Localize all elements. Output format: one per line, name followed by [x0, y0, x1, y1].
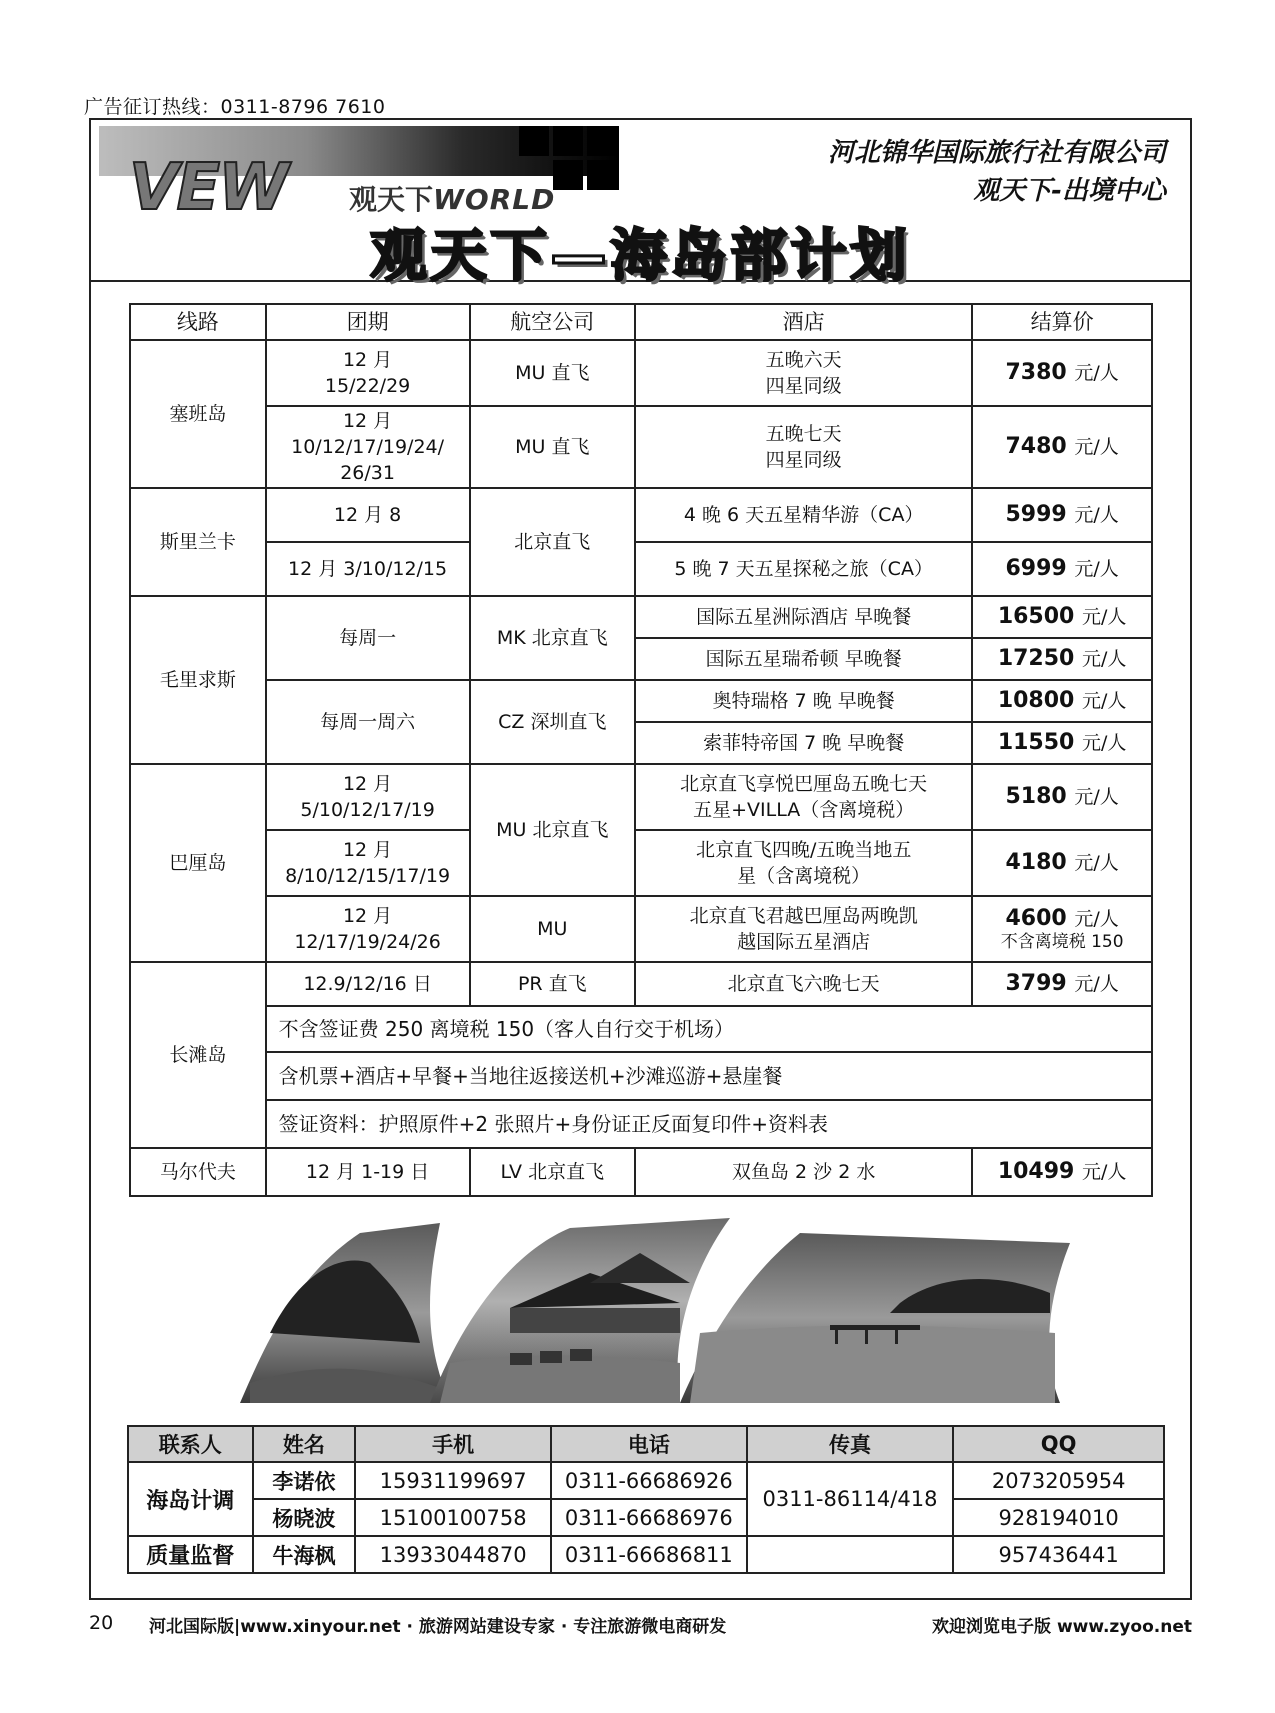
price-value: 5999: [1005, 502, 1067, 527]
footer-tagline: 河北国际版|www.xinyour.net · 旅游网站建设专家 · 专注旅游微电商研发: [149, 1617, 727, 1637]
photo-beach-pier: [680, 1233, 1070, 1403]
contact-qq: 957436441: [953, 1536, 1164, 1573]
route-boracay: 长滩岛: [130, 962, 266, 1148]
date-cell: 12 月 12/17/19/24/26: [266, 896, 470, 962]
table-row: [130, 406, 1152, 488]
hotel-cell: 北京直飞六晚七天: [635, 962, 972, 1006]
price-unit: 元/人: [1074, 558, 1119, 580]
route-maldives: 马尔代夫: [130, 1148, 266, 1196]
table-row: [130, 596, 1152, 638]
price-value: 10800: [997, 688, 1075, 713]
price-cell: [972, 542, 1152, 596]
price-cell: [972, 962, 1152, 1006]
contact-mobile: 13933044870: [355, 1536, 551, 1573]
date-cell: 12 月 1-19 日: [266, 1148, 470, 1196]
hotel-cell: 国际五星洲际酒店 早晚餐: [635, 596, 972, 638]
table-row: [130, 1148, 1152, 1196]
contact-qq: 2073205954: [953, 1462, 1164, 1499]
price-unit: 元/人: [1082, 690, 1127, 712]
contact-mobile: 15931199697: [355, 1462, 551, 1499]
table-row: [130, 1052, 1152, 1100]
airline-cell: MK 北京直飞: [470, 596, 636, 680]
price-value: 4600: [1005, 906, 1067, 931]
price-value: 4180: [1005, 850, 1067, 875]
table-row: [130, 962, 1152, 1006]
airline-cell: MU 北京直飞: [470, 764, 636, 896]
date-cell: 12 月 8: [266, 488, 470, 542]
table-row: [130, 488, 1152, 542]
table-row: [128, 1462, 1164, 1499]
date-cell: 12 月 3/10/12/15: [266, 542, 470, 596]
header-qq: QQ: [953, 1426, 1164, 1462]
table-row: [130, 1006, 1152, 1052]
contact-fax-empty: [747, 1536, 954, 1573]
price-value: 3799: [1005, 971, 1067, 996]
airline-cell: PR 直飞: [470, 962, 636, 1006]
price-unit: 元/人: [1074, 362, 1119, 384]
price-value: 10499: [997, 1159, 1075, 1184]
boracay-note: 不含签证费 250 离境税 150（客人自行交于机场）: [266, 1006, 1152, 1052]
hotel-cell: 索菲特帝国 7 晚 早晚餐: [635, 722, 972, 764]
hotel-cell: 4 晚 6 天五星精华游（CA）: [635, 488, 972, 542]
airline-cell: 北京直飞: [470, 488, 636, 596]
header-contact: 联系人: [128, 1426, 253, 1462]
header: [91, 120, 1190, 289]
date-cell: 12 月 5/10/12/17/19: [266, 764, 470, 830]
boracay-note: 签证资料：护照原件+2 张照片+身份证正反面复印件+资料表: [266, 1100, 1152, 1148]
hotel-cell: 五晚七天 四星同级: [635, 406, 972, 488]
header-airline: 航空公司: [470, 304, 636, 340]
header-name: 姓名: [253, 1426, 356, 1462]
contact-name: 李诺依: [253, 1462, 356, 1499]
hotel-cell: 国际五星瑞希顿 早晚餐: [635, 638, 972, 680]
price-unit: 元/人: [1082, 732, 1127, 754]
table-row: [128, 1499, 1164, 1536]
logo-sub-en: WORLD: [433, 183, 556, 216]
contacts-table: [127, 1425, 1165, 1574]
price-value: 6999: [1005, 556, 1067, 581]
contact-qq: 928194010: [953, 1499, 1164, 1536]
company-name: 河北锦华国际旅行社有限公司: [827, 138, 1166, 168]
price-cell: [972, 896, 1152, 962]
hotel-cell: 五晚六天 四星同级: [635, 340, 972, 406]
price-unit: 元/人: [1074, 908, 1119, 930]
price-value: 16500: [997, 604, 1075, 629]
price-cell: [972, 1148, 1152, 1196]
hotel-cell: 5 晚 7 天五星探秘之旅（CA）: [635, 542, 972, 596]
footer-link[interactable]: 欢迎浏览电子版 www.zyoo.net: [932, 1617, 1192, 1637]
table-row: [130, 340, 1152, 406]
boracay-note: 含机票+酒店+早餐+当地往返接送机+沙滩巡游+悬崖餐: [266, 1052, 1152, 1100]
hotel-cell: 北京直飞享悦巴厘岛五晚七天 五星+VILLA（含离境税）: [635, 764, 972, 830]
header-phone: 电话: [551, 1426, 747, 1462]
airline-cell: MU 直飞: [470, 340, 636, 406]
page-number: 20: [89, 1612, 114, 1634]
hotel-cell: 双鱼岛 2 沙 2 水: [635, 1148, 972, 1196]
date-cell: 12 月 10/12/17/19/24/ 26/31: [266, 406, 470, 488]
contact-phone: 0311-66686811: [551, 1536, 747, 1573]
price-unit: 元/人: [1074, 504, 1119, 526]
price-note: 不含离境税 150: [1000, 932, 1124, 952]
table-row: [130, 764, 1152, 830]
routes-header-row: [130, 304, 1152, 340]
contact-mobile: 15100100758: [355, 1499, 551, 1536]
contacts-header-row: [128, 1426, 1164, 1462]
date-cell: 12.9/12/16 日: [266, 962, 470, 1006]
table-row: [130, 830, 1152, 896]
contact-fax: 0311-86114/418: [747, 1462, 954, 1536]
contact-phone: 0311-66686976: [551, 1499, 747, 1536]
table-row: [130, 896, 1152, 962]
route-srilanka: 斯里兰卡: [130, 488, 266, 596]
header-date: 团期: [266, 304, 470, 340]
table-row: [130, 542, 1152, 596]
page-title: 观天下—海岛部计划: [370, 224, 911, 289]
date-cell: 每周一: [266, 596, 470, 680]
date-cell: 12 月 15/22/29: [266, 340, 470, 406]
price-value: 7380: [1005, 360, 1067, 385]
hotel-cell: 北京直飞四晚/五晚当地五 星（含离境税）: [635, 830, 972, 896]
price-value: 11550: [997, 730, 1075, 755]
airline-cell: MU: [470, 896, 636, 962]
price-cell: [972, 406, 1152, 488]
price-unit: 元/人: [1074, 786, 1119, 808]
routes-table: [129, 303, 1153, 1197]
price-unit: 元/人: [1074, 973, 1119, 995]
table-row: [130, 1100, 1152, 1148]
price-cell: [972, 488, 1152, 542]
route-bali: 巴厘岛: [130, 764, 266, 962]
price-cell: [972, 722, 1152, 764]
contact-name: 牛海枫: [253, 1536, 356, 1573]
logo: [99, 126, 619, 225]
company-block: [828, 134, 1166, 210]
price-cell: [972, 680, 1152, 722]
price-cell: [972, 340, 1152, 406]
header-price: 结算价: [972, 304, 1152, 340]
price-cell: [972, 830, 1152, 896]
photo-karst-island: [240, 1223, 450, 1403]
table-row: [128, 1536, 1164, 1573]
price-value: 7480: [1005, 434, 1067, 459]
contact-phone: 0311-66686926: [551, 1462, 747, 1499]
footer: [89, 1612, 1192, 1642]
airline-cell: MU 直飞: [470, 406, 636, 488]
price-cell: [972, 638, 1152, 680]
price-value: 5180: [1005, 784, 1067, 809]
ad-hotline: 广告征订热线：0311-8796 7610: [84, 96, 386, 118]
price-value: 17250: [997, 646, 1075, 671]
route-mauritius: 毛里求斯: [130, 596, 266, 764]
airline-cell: LV 北京直飞: [470, 1148, 636, 1196]
logo-brand: VEW: [129, 151, 287, 225]
price-cell: [972, 764, 1152, 830]
header-mobile: 手机: [355, 1426, 551, 1462]
island-photo-collage: [210, 1213, 1090, 1413]
price-unit: 元/人: [1074, 852, 1119, 874]
hotel-cell: 北京直飞君越巴厘岛两晚凯 越国际五星酒店: [635, 896, 972, 962]
contact-name: 杨晓波: [253, 1499, 356, 1536]
airline-cell: CZ 深圳直飞: [470, 680, 636, 764]
price-unit: 元/人: [1082, 1161, 1127, 1183]
price-unit: 元/人: [1074, 436, 1119, 458]
company-dept: 观天下-出境中心: [973, 176, 1166, 206]
price-unit: 元/人: [1082, 648, 1127, 670]
date-cell: 12 月 8/10/12/15/17/19: [266, 830, 470, 896]
hotel-cell: 奥特瑞格 7 晚 早晚餐: [635, 680, 972, 722]
photo-resort: [430, 1218, 730, 1403]
table-row: [130, 680, 1152, 722]
price-cell: [972, 596, 1152, 638]
date-cell: 每周一周六: [266, 680, 470, 764]
header-fax: 传真: [747, 1426, 954, 1462]
role-quality-supervision: 质量监督: [128, 1536, 253, 1573]
price-unit: 元/人: [1082, 606, 1127, 628]
header-hotel: 酒店: [635, 304, 972, 340]
logo-sub-cn: 观天下: [349, 183, 434, 216]
role-island-planner: 海岛计调: [128, 1462, 253, 1536]
route-saipan: 塞班岛: [130, 340, 266, 488]
header-route: 线路: [130, 304, 266, 340]
